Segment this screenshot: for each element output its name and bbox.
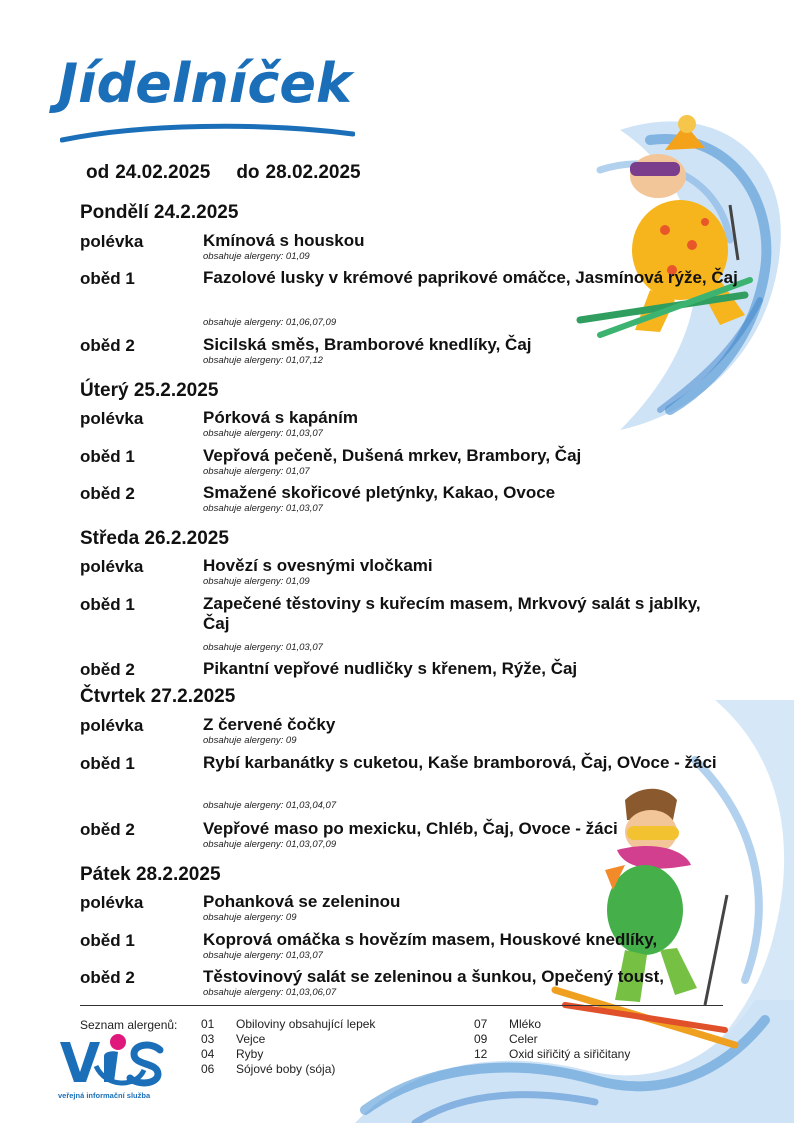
- meal-allergens: obsahuje alergeny: 01,03,04,07: [203, 800, 337, 811]
- meal-name: Fazolové lusky v krémové paprikové omáčce, Jasmínová rýže, Čaj: [203, 268, 738, 287]
- meal-label: oběd 1: [80, 269, 135, 288]
- allergen-code: 07: [474, 1017, 488, 1031]
- meal-name: Vepřové maso po mexicku, Chléb, Čaj, Ovoce - žáci: [203, 819, 618, 838]
- meal-label: oběd 1: [80, 754, 135, 773]
- from-date: 24.02.2025: [115, 162, 211, 183]
- meal-label: oběd 2: [80, 968, 135, 987]
- allergen-code: 01: [201, 1017, 215, 1031]
- title-underline-swoosh: [60, 118, 355, 144]
- meal-allergens: obsahuje alergeny: 01,03,07: [203, 503, 323, 514]
- footer-divider: [80, 1005, 723, 1006]
- allergen-code: 06: [201, 1062, 215, 1076]
- allergen-code: 09: [474, 1032, 488, 1046]
- meal-label: oběd 1: [80, 447, 135, 466]
- meal-label: oběd 1: [80, 595, 135, 614]
- meal-label: polévka: [80, 557, 144, 576]
- meal-name: Z červené čočky: [203, 715, 336, 734]
- allergen-name: Obiloviny obsahující lepek: [236, 1017, 376, 1031]
- meal-allergens: obsahuje alergeny: 09: [203, 735, 297, 746]
- meal-label: polévka: [80, 716, 144, 735]
- meal-name: Pikantní vepřové nudličky s křenem, Rýže, Čaj: [203, 659, 578, 678]
- meal-allergens: obsahuje alergeny: 09: [203, 912, 297, 923]
- meal-name: Těstovinový salát se zeleninou a šunkou, Opečený toust,: [203, 967, 665, 986]
- day-heading: Úterý 25.2.2025: [80, 380, 219, 401]
- date-range: [86, 162, 367, 184]
- meal-allergens: obsahuje alergeny: 01,03,07,09: [203, 839, 337, 850]
- meal-label: oběd 1: [80, 931, 135, 950]
- meal-allergens: obsahuje alergeny: 01,09: [203, 251, 310, 262]
- allergen-name: Vejce: [236, 1032, 266, 1046]
- meal-allergens: obsahuje alergeny: 01,06,07,09: [203, 317, 337, 328]
- allergen-name: Ryby: [236, 1047, 264, 1061]
- meal-allergens: obsahuje alergeny: 01,03,07: [203, 950, 323, 961]
- meal-name: Koprová omáčka s hovězím masem, Houskové knedlíky,: [203, 930, 658, 949]
- meal-name: Zapečené těstoviny s kuřecím masem, Mrkvový salát s jablky, Čaj: [203, 594, 701, 633]
- allergen-code: 12: [474, 1047, 488, 1061]
- meal-allergens: obsahuje alergeny: 01,03,07: [203, 642, 323, 653]
- meal-name: Kmínová s houskou: [203, 231, 365, 250]
- meal-name: Vepřová pečeně, Dušená mrkev, Brambory, Čaj: [203, 446, 582, 465]
- meal-label: oběd 2: [80, 484, 135, 503]
- meal-label: polévka: [80, 409, 144, 428]
- allergen-name: Sójové boby (sója): [236, 1062, 336, 1076]
- allergen-name: Oxid siřičitý a siřičitany: [509, 1047, 631, 1061]
- meal-label: oběd 2: [80, 660, 135, 679]
- to-label: do: [236, 162, 260, 183]
- allergen-name: Celer: [509, 1032, 538, 1046]
- day-heading: Pondělí 24.2.2025: [80, 202, 239, 223]
- allergen-name: Mléko: [509, 1017, 542, 1031]
- meal-allergens: obsahuje alergeny: 01,09: [203, 576, 310, 587]
- day-heading: Středa 26.2.2025: [80, 528, 229, 549]
- meal-allergens: obsahuje alergeny: 01,07,12: [203, 355, 323, 366]
- meal-label: polévka: [80, 232, 144, 251]
- day-heading: Čtvrtek 27.2.2025: [80, 686, 236, 707]
- meal-allergens: obsahuje alergeny: 01,03,06,07: [203, 987, 337, 998]
- to-date: 28.02.2025: [265, 162, 361, 183]
- meal-name: Rybí karbanátky s cuketou, Kaše bramborová, Čaj, OVoce - žáci: [203, 753, 717, 772]
- meal-allergens: obsahuje alergeny: 01,03,07: [203, 428, 323, 439]
- meal-name: Sicilská směs, Bramborové knedlíky, Čaj: [203, 335, 532, 354]
- vis-logo-caption: veřejná informační služba: [58, 1091, 151, 1100]
- allergen-code: 04: [201, 1047, 215, 1061]
- vis-logo: [56, 1030, 166, 1088]
- meal-allergens: obsahuje alergeny: 01,07: [203, 466, 310, 477]
- meal-name: Smažené skořicové pletýnky, Kakao, Ovoce: [203, 483, 556, 502]
- allergen-legend-title: Seznam alergenů:: [80, 1018, 178, 1032]
- meal-name: Pórková s kapáním: [203, 408, 358, 427]
- meal-label: oběd 2: [80, 336, 135, 355]
- meal-label: oběd 2: [80, 820, 135, 839]
- page-title: Jídelníček: [58, 52, 352, 115]
- from-label: od: [86, 162, 110, 183]
- meal-label: polévka: [80, 893, 144, 912]
- meal-name: Pohanková se zeleninou: [203, 892, 401, 911]
- allergen-code: 03: [201, 1032, 215, 1046]
- day-heading: Pátek 28.2.2025: [80, 864, 221, 885]
- meal-name: Hovězí s ovesnými vločkami: [203, 556, 433, 575]
